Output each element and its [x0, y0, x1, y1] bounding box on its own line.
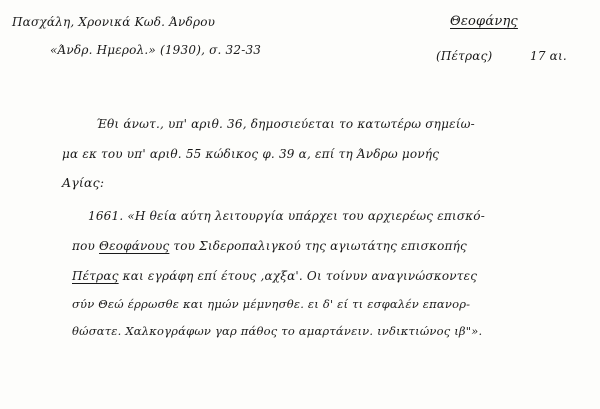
intro-line-2: μα εκ του υπ' αριθ. 55 κώδικος φ. 39 α, επί τη Άνδρω μονής — [62, 147, 440, 161]
quote-line-2-start: που — [72, 239, 100, 253]
diocese-name: Πέτρας — [72, 269, 119, 283]
subject-place: (Πέτρας) — [436, 49, 493, 63]
quote-line-3 — [72, 268, 477, 284]
quote-line-2 — [72, 238, 467, 254]
subject-name: Θεοφάνης — [450, 14, 518, 29]
quote-line-5: θώσατε. Χαλκογράφων γαρ πάθος το αμαρτάνειν. ινδικτιώνος ιβ"». — [72, 324, 483, 338]
quote-line-1: 1661. «Η θεία αύτη λειτουργία υπάρχει του αρχιερέως επισκό- — [88, 209, 485, 223]
bishop-name: Θεοφάνους — [99, 239, 170, 253]
intro-line-1: Έθι άνωτ., υπ' αριθ. 36, δημοσιεύεται το κατωτέρω σημείω- — [96, 117, 475, 131]
century-label: 17 αι. — [530, 49, 567, 63]
quote-line-2-end: του Σιδεροπαλιγκού της αγιωτάτης επισκοπής — [169, 239, 467, 253]
intro-line-3: Αγίας: — [62, 175, 105, 190]
quote-line-3-end: και εγράφη επί έτους ,αχξα'. Οι τοίνυν αναγινώσκοντες — [118, 269, 478, 283]
source-line-1: Πασχάλη, Χρονικά Κωδ. Άνδρου — [12, 15, 216, 29]
quote-line-4: σύν Θεώ έρρωσθε και ημών μέμνησθε. ει δ' εί τι εσφαλέν επανορ- — [72, 297, 471, 311]
source-line-2: «Άνδρ. Ημερολ.» (1930), σ. 32-33 — [50, 43, 262, 57]
